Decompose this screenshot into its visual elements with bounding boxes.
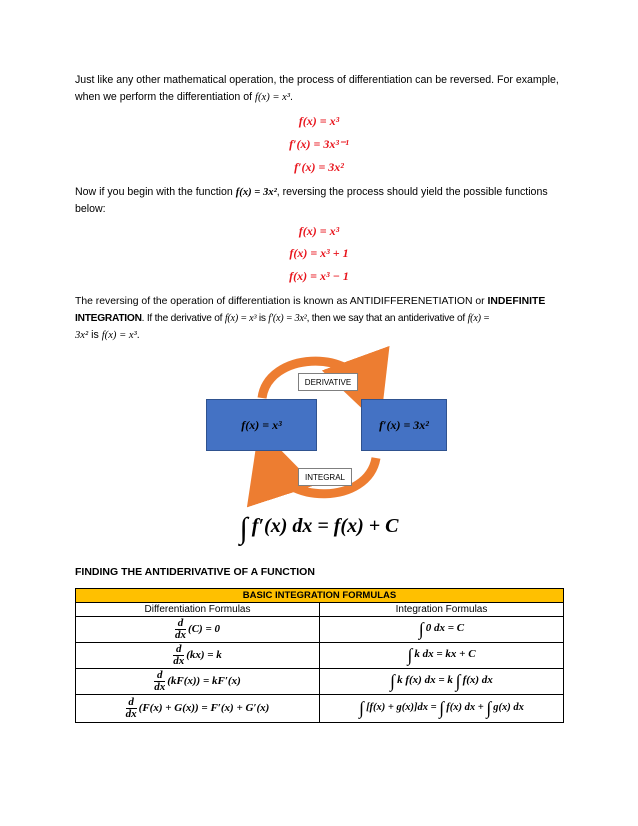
equation-anti-2: f(x) = x³ + 1 [289,246,349,260]
integral-symbol: ∫ [418,619,424,639]
reverse-text-1: Now if you begin with the function [75,186,236,198]
definition-text-3b: . [136,329,140,341]
derivative-operator: $\frac{d}{dx}$ [125,696,137,720]
intro-math: f(x) = x³ [255,92,291,103]
main-integral-equation [0,512,638,546]
integral-symbol: ∫ [407,645,413,665]
equation-derivative-3: f′(x) = 3x² [294,160,344,174]
int-cell: ∫ k f(x) dx = k ∫ f(x) dx [320,669,564,695]
header-integration: Integration Formulas [320,603,564,617]
derivative-operator: $\frac{d}{dx}$ [173,643,185,667]
reverse-math: f(x) = 3x² [235,187,277,198]
equation-derivative-2: f′(x) = 3x³⁻¹ [289,137,349,151]
definition-text-1: The reversing of the operation of differentiation is known as ANTIDIFFERENETIATION or [75,296,488,307]
table-row [76,643,564,669]
integral-symbol: ∫ [359,698,365,718]
int-cell: ∫ [f(x) + g(x)]dx = ∫ f(x) dx + ∫ g(x) dx [320,695,564,723]
definition-math-5: f(x) = x³ [101,330,137,341]
reverse-text-2: , reversing the process should yield the possible functions [276,186,548,198]
derivative-operator: $\frac{d}{dx}$ [154,669,166,693]
table-title: BASIC INTEGRATION FORMULAS [76,589,564,603]
definition-text-2c: , then we say that an antiderivative of [306,313,468,324]
derivative-box-text: f′(x) = 3x² [379,417,429,432]
diff-cell: $\frac{d}{dx}$ (F(x) + G(x)) = F′(x) + G′(x) [76,695,320,723]
diff-cell: $\frac{d}{dx}$ (kx) = k [76,643,320,669]
intro-end: . [290,91,293,103]
intro-line-2-text: when we perform the differentiation of [75,91,256,103]
derivative-label: DERIVATIVE [298,373,358,391]
diff-cell: $\frac{d}{dx}$ (C) = 0 [76,617,320,643]
header-differentiation: Differentiation Formulas [76,603,320,617]
integral-symbol: ∫ [239,512,248,545]
definition-math-4: 3x² [75,330,89,341]
table-row [76,617,564,643]
equation-anti-1: f(x) = x³ [298,224,340,238]
integral-label: INTEGRAL [298,468,352,486]
definition-bold-1: INDEFINITE [487,296,546,307]
equation-derivative-1: f(x) = x³ [298,114,340,128]
definition-text-3a: is [88,329,102,341]
integration-formulas-table [75,588,564,723]
table-row [76,669,564,695]
equation-anti-3: f(x) = x³ − 1 [289,269,349,283]
diff-cell: $\frac{d}{dx}$ (kF(x)) = kF′(x) [76,669,320,695]
integral-symbol: ∫ [486,698,492,718]
integral-symbol: ∫ [455,671,461,691]
function-box-text: f(x) = x³ [241,417,282,432]
intro-line-1: Just like any other mathematical operation, the process of differentiation can be reversed. For example, [75,74,559,86]
table-row [76,695,564,723]
main-equation-text: f′(x) dx = f(x) + C [251,515,399,537]
definition-math-1: f(x) = x³ [224,313,257,324]
definition-text-2a: . If the derivative of [141,313,225,324]
derivative-operator: $\frac{d}{dx}$ [175,617,187,641]
definition-math-3: f(x) = [467,313,490,324]
reverse-line-2: below: [75,203,106,215]
int-cell: ∫ 0 dx = C [320,617,564,643]
section-title: FINDING THE ANTIDERIVATIVE OF A FUNCTION [75,566,315,578]
integral-symbol: ∫ [439,698,445,718]
definition-text-2b: is [256,313,269,324]
integral-symbol: ∫ [390,671,396,691]
int-cell: ∫ k dx = kx + C [320,643,564,669]
function-box [206,399,317,451]
definition-math-2: f′(x) = 3x² [268,313,307,324]
definition-bold-2: INTEGRATION [75,313,142,324]
derivative-box [361,399,447,451]
